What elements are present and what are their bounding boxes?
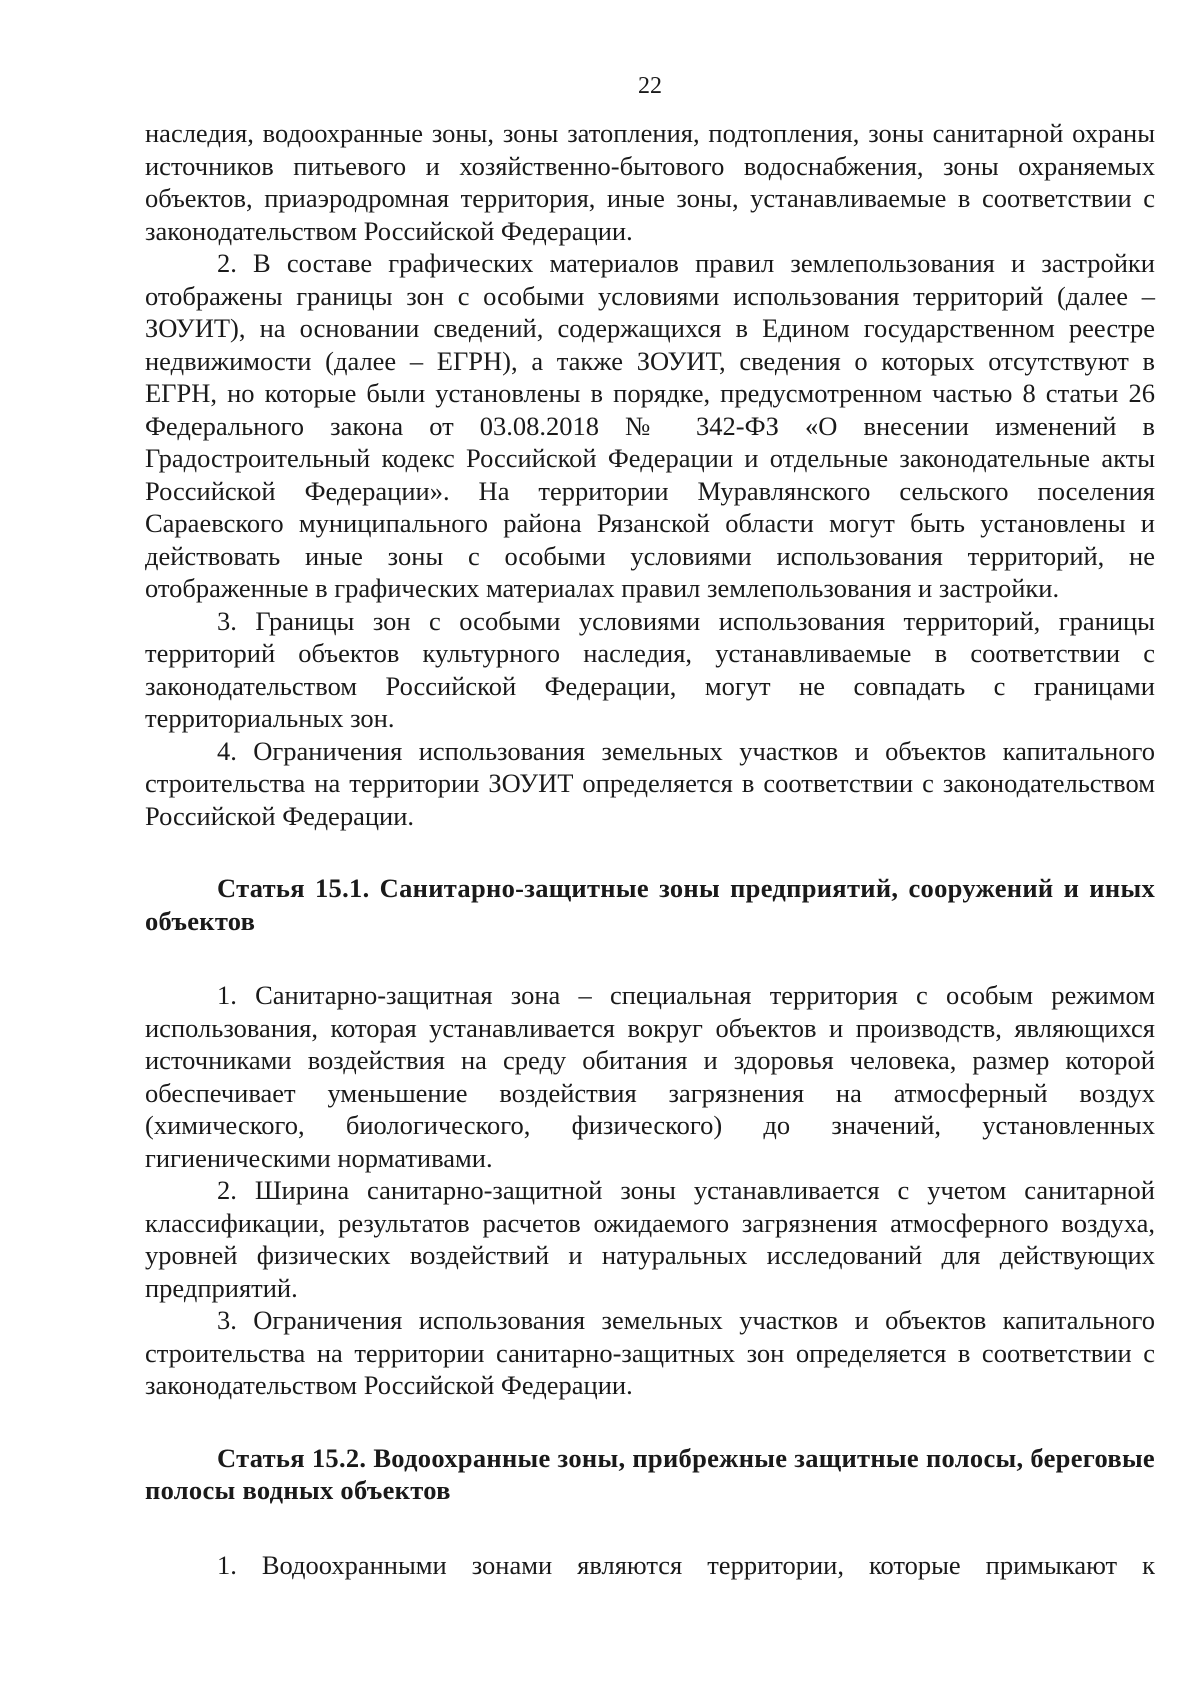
paragraph-item-3: 3. Границы зон с особыми условиями использования территорий, границы территорий объектов культурного наследия, устанавливаемые в соответствии с законодательством Российской Федерации, могут не совпадать с границами территориальных зон.: [145, 605, 1155, 733]
paragraph-continuation: наследия, водоохранные зоны, зоны затопления, подтопления, зоны санитарной охраны источников питьевого и хозяйственно-бытового водоснабжения, зоны охраняемых объектов, приаэродромная территория, иные зоны, устанавливаемые в соответствии с законодательством Российской Федерации.: [145, 118, 1155, 246]
article-15-2-paragraph-1: 1. Водоохранными зонами являются территории, которые примыкают к: [217, 1549, 1155, 1580]
article-15-1-heading: Статья 15.1. Санитарно-защитные зоны предприятий, сооружений и иных объектов: [145, 873, 1155, 936]
document-body: [145, 117, 1155, 1581]
paragraph-item-2: 2. В составе графических материалов правил землепользования и застройки отображены границы зон с особыми условиями использования территорий (далее – ЗОУИТ), на основании сведений, содержащихся в Едином государственном реестре недвижимости (далее – ЕГРН), а также ЗОУИТ, сведения о которых отсутствуют в ЕГРН, но которые были установлены в порядке, предусмотренном частью 8 статьи 26 Федерального закона от 03.08.2018 № 342-ФЗ «О внесении изменений в Градостроительный кодекс Российской Федерации и отдельные законодательные акты Российской Федерации». На территории Муравлянского сельского поселения Сараевского муниципального района Рязанской области могут быть установлены и действовать иные зоны с особыми условиями использования территорий, не отображенные в графических материалах правил землепользования и застройки.: [145, 248, 1155, 603]
article-15-1-paragraph-2: 2. Ширина санитарно-защитной зоны устанавливается с учетом санитарной классификации, результатов расчетов ожидаемого загрязнения атмосферного воздуха, уровней физических воздействий и натуральных исследований для действующих предприятий.: [145, 1175, 1155, 1303]
article-15-1-paragraph-1: 1. Санитарно-защитная зона – специальная территория с особым режимом использования, которая устанавливается вокруг объектов и производств, являющихся источниками воздействия на среду обитания и здоровья человека, размер которой обеспечивает уменьшение воздействия загрязнения на атмосферный воздух (химического, биологического, физического) до значений, установленных гигиеническими нормативами.: [145, 980, 1155, 1173]
article-15-2-heading: Статья 15.2. Водоохранные зоны, прибрежные защитные полосы, береговые полосы водных объектов: [145, 1442, 1155, 1505]
article-15-1-paragraph-3: 3. Ограничения использования земельных участков и объектов капитального строительства на территории санитарно-защитных зон определяется в соответствии с законодательством Российской Федерации.: [145, 1305, 1155, 1400]
page-number: 22: [638, 73, 662, 99]
paragraph-item-4: 4. Ограничения использования земельных участков и объектов капитального строительства на территории ЗОУИТ определяется в соответствии с законодательством Российской Федерации.: [145, 735, 1155, 831]
